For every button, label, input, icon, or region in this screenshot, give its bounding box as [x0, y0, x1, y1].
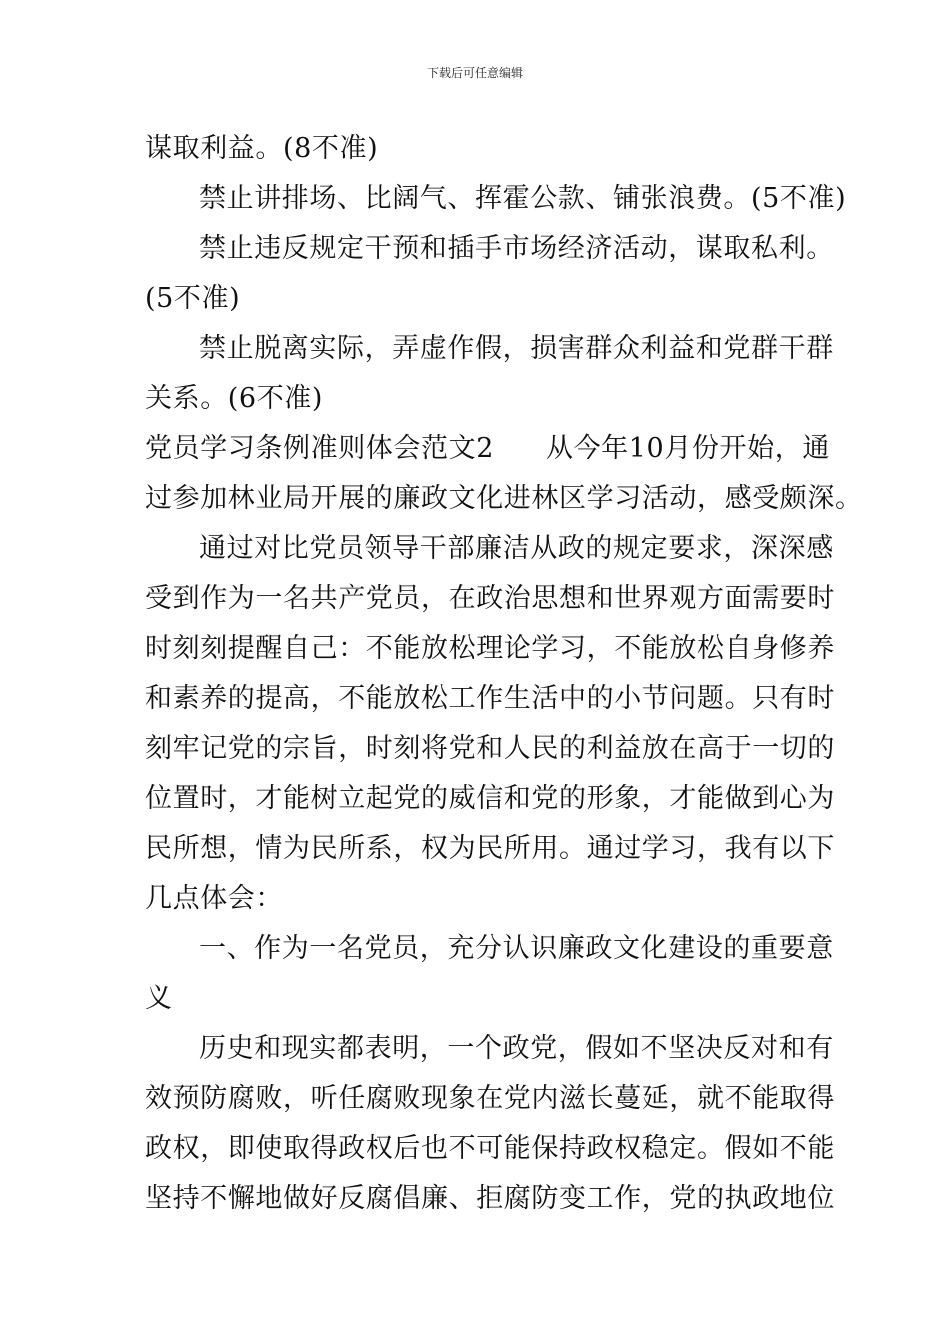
body-line: 通过对比党员领导干部廉洁从政的规定要求，深深感	[199, 533, 834, 564]
body-line: 效预防腐败，听任腐败现象在党内滋长蔓延，就不能取得	[145, 1083, 835, 1114]
body-line: 时刻刻提醒自己：不能放松理论学习，不能放松自身修养	[145, 633, 835, 664]
body-line: 几点体会：	[145, 883, 283, 914]
section-title-line	[145, 424, 830, 474]
body-line: 受到作为一名共产党员，在政治思想和世界观方面需要时	[145, 583, 835, 614]
body-line: 刻牢记党的宗旨，时刻将党和人民的利益放在高于一切的	[145, 733, 835, 764]
page-header: 下载后可任意编辑	[426, 66, 523, 80]
body-line: 政权，即使取得政权后也不可能保持政权稳定。假如不能	[145, 1133, 835, 1164]
body-line: 谋取利益。(8不准)	[145, 133, 379, 164]
heading-line: 义	[145, 983, 173, 1014]
body-line: 禁止违反规定干预和插手市场经济活动，谋取私利。	[199, 233, 834, 264]
body-line: (5不准)	[145, 283, 241, 314]
body-line: 禁止脱离实际，弄虚作假，损害群众利益和党群干群	[199, 333, 834, 364]
body-line: 位置时，才能树立起党的威信和党的形象，才能做到心为	[145, 783, 835, 814]
body-line: 过参加林业局开展的廉政文化进林区学习活动，感受颇深。	[145, 483, 863, 514]
body-line: 坚持不懈地做好反腐倡廉、拒腐防变工作，党的执政地位	[145, 1183, 835, 1214]
section-lead: 从今年10月份开始，通	[545, 433, 830, 464]
document-body	[145, 124, 863, 1224]
body-line: 历史和现实都表明，一个政党，假如不坚决反对和有	[199, 1033, 834, 1064]
section-title: 党员学习条例准则体会范文2	[145, 433, 494, 464]
body-line: 禁止讲排场、比阔气、挥霍公款、铺张浪费。(5不准)	[199, 183, 847, 214]
heading-line: 一、作为一名党员，充分认识廉政文化建设的重要意	[199, 933, 834, 964]
body-line: 和素养的提高，不能放松工作生活中的小节问题。只有时	[145, 683, 835, 714]
body-line: 关系。(6不准)	[145, 383, 324, 414]
body-line: 民所想，情为民所系，权为民所用。通过学习，我有以下	[145, 833, 835, 864]
